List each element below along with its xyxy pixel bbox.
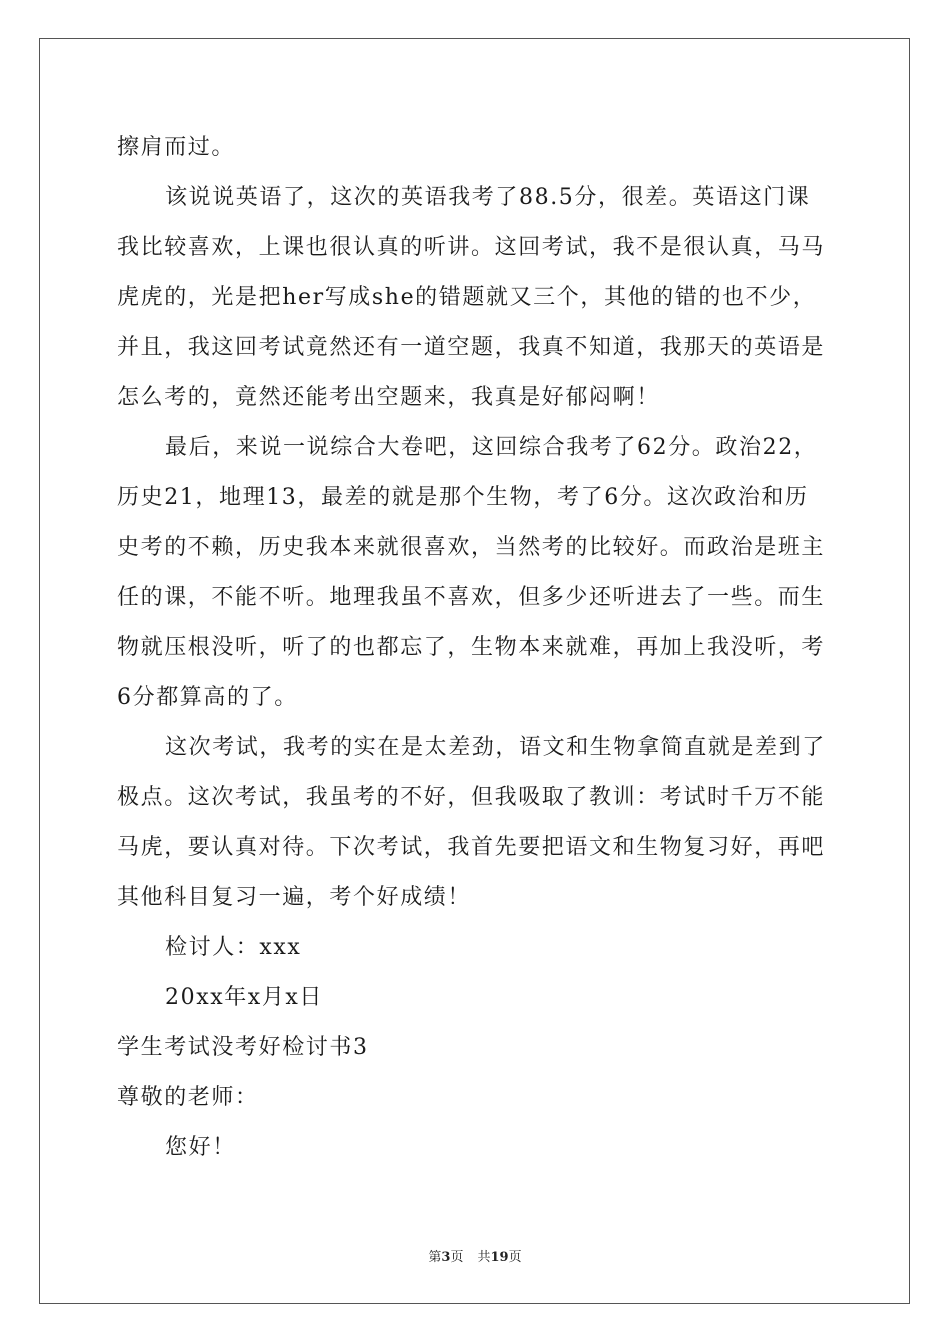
total-suffix: 页 <box>508 1250 522 1265</box>
page-suffix: 页 <box>450 1250 464 1265</box>
text-line: 极点。这次考试，我虽考的不好，但我吸取了教训：考试时千万不能 <box>117 785 826 810</box>
paragraph-start-line: 这次考试，我考的实在是太差劲，语文和生物拿简直就是差到了 <box>165 735 826 760</box>
page-prefix: 第 <box>428 1250 442 1265</box>
text-line: 物就压根没听，听了的也都忘了，生物本来就难，再加上我没听，考 <box>117 635 826 660</box>
signature-line: 检讨人：xxx <box>165 935 302 960</box>
text-line: 虎虎的，光是把her写成she的错题就又三个，其他的错的也不少， <box>117 285 817 310</box>
text-line: 擦肩而过。 <box>117 135 236 160</box>
text-line: 怎么考的，竟然还能考出空题来，我真是好郁闷啊！ <box>117 385 660 410</box>
text-line: 并且，我这回考试竟然还有一道空题，我真不知道，我那天的英语是 <box>117 335 826 360</box>
text-line: 任的课，不能不听。地理我虽不喜欢，但多少还听进去了一些。而生 <box>117 585 826 610</box>
text-line: 历史21，地理13，最差的就是那个生物，考了6分。这次政治和历 <box>117 485 809 510</box>
page-number: 3 <box>441 1250 451 1265</box>
total-pages: 19 <box>490 1250 509 1265</box>
text-line: 马虎，要认真对待。下次考试，我首先要把语文和生物复习好，再吧 <box>117 835 826 860</box>
paragraph-start-line: 该说说英语了，这次的英语我考了88.5分，很差。英语这门课 <box>165 185 811 210</box>
text-line: 6分都算高的了。 <box>117 685 298 710</box>
date-line: 20xx年x月x日 <box>165 985 324 1010</box>
total-prefix: 共 <box>477 1250 491 1265</box>
section-title: 学生考试没考好检讨书3 <box>117 1035 369 1060</box>
text-line: 史考的不赖，历史我本来就很喜欢，当然考的比较好。而政治是班主 <box>117 535 826 560</box>
document-body <box>117 128 837 1178</box>
salutation: 尊敬的老师： <box>117 1085 259 1110</box>
greeting: 您好！ <box>165 1135 236 1160</box>
page-footer <box>0 1246 950 1265</box>
text-line: 我比较喜欢，上课也很认真的听讲。这回考试，我不是很认真，马马 <box>117 235 826 260</box>
text-line: 其他科目复习一遍，考个好成绩！ <box>117 885 472 910</box>
paragraph-start-line: 最后，来说一说综合大卷吧，这回综合我考了62分。政治22， <box>165 435 818 460</box>
